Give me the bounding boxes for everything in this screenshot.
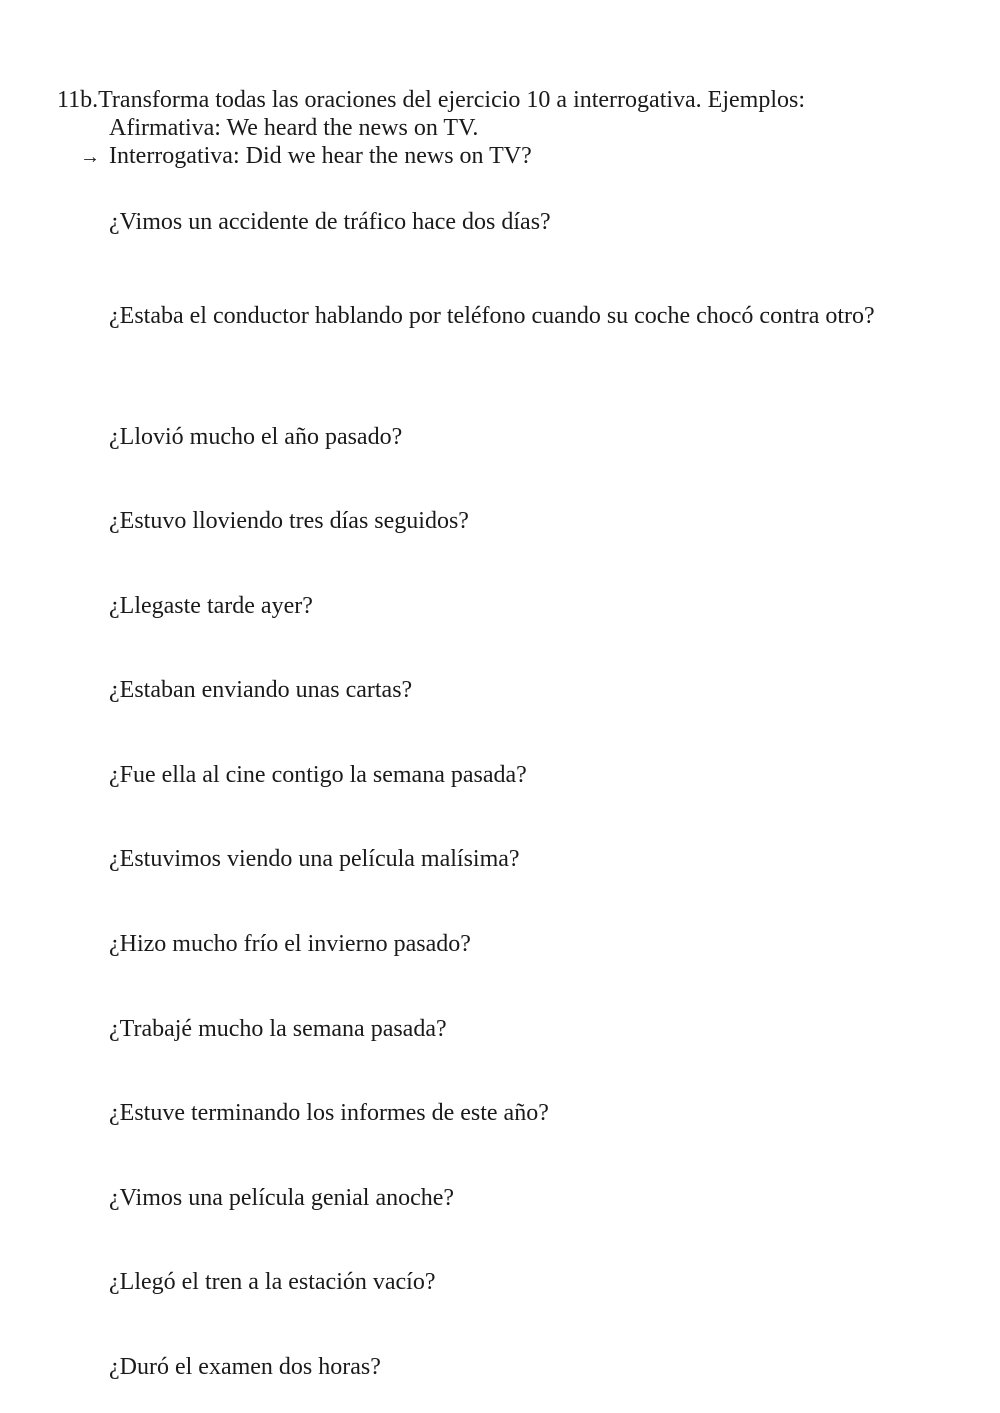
exercise-number: 11b. [57,87,99,113]
exercise-heading [57,86,805,114]
answer-line: ¿Duró el examen dos horas? [109,1354,381,1380]
answer-line: ¿Estaba el conductor hablando por teléfono cuando su coche chocó contra otro? [109,303,875,329]
answer-line: ¿Hizo mucho frío el invierno pasado? [109,931,471,957]
example-affirmative: Afirmativa: We heard the news on TV. [109,115,479,141]
example-interrogative: Interrogativa: Did we hear the news on TV? [109,143,532,169]
answer-line: ¿Estaban enviando unas cartas? [109,677,413,703]
answer-line: ¿Vimos un accidente de tráfico hace dos días? [109,209,551,235]
answer-line: ¿Llegaste tarde ayer? [109,593,313,619]
answer-line: ¿Estuvimos viendo una película malísima? [109,846,520,872]
answer-line: ¿Estuvo lloviendo tres días seguidos? [109,508,469,534]
answer-line: ¿Llovió mucho el año pasado? [109,424,403,450]
arrow-right-icon: → [80,146,100,168]
answer-line: ¿Trabajé mucho la semana pasada? [109,1016,447,1042]
answer-line: ¿Fue ella al cine contigo la semana pasada? [109,762,527,788]
exercise-instruction: Transforma todas las oraciones del ejercicio 10 a interrogativa. Ejemplos: [98,87,806,113]
answer-line: ¿Llegó el tren a la estación vacío? [109,1269,436,1295]
answer-line: ¿Estuve terminando los informes de este año? [109,1100,549,1126]
answer-line: ¿Vimos una película genial anoche? [109,1185,455,1211]
